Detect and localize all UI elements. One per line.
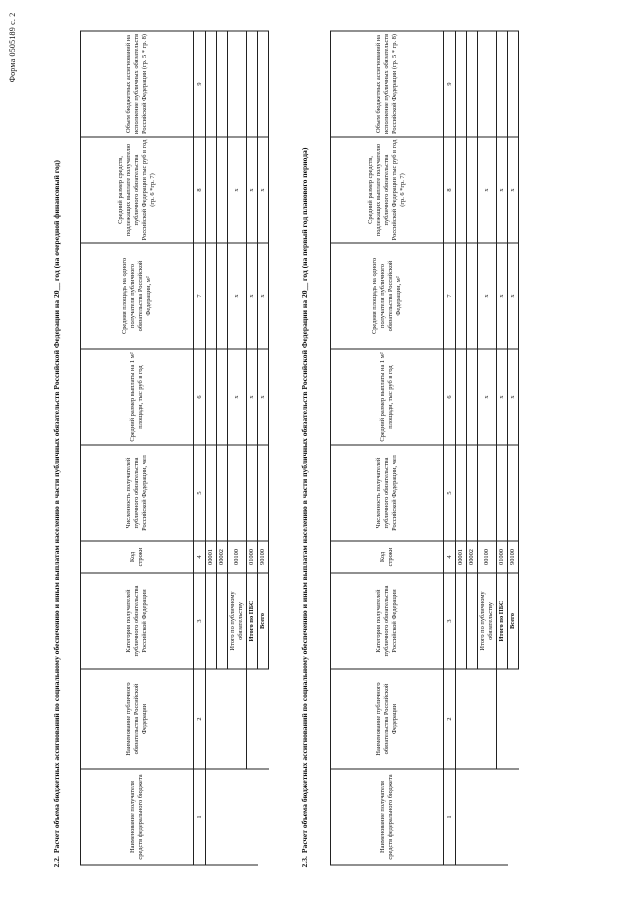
table-row xyxy=(456,31,467,865)
cell xyxy=(467,349,478,445)
x-mark: x xyxy=(478,349,497,445)
x-mark: x xyxy=(478,137,497,243)
header-recipient: Наименование получателя средств федерального бюджета xyxy=(81,769,194,865)
cell xyxy=(217,137,228,243)
table-row xyxy=(258,31,269,865)
x-mark: x xyxy=(497,243,508,349)
cell xyxy=(206,137,217,243)
col-num: 5 xyxy=(194,445,206,541)
line-code: 90100 xyxy=(508,541,519,573)
cell xyxy=(228,445,247,541)
cell xyxy=(258,445,269,541)
cell xyxy=(467,243,478,349)
col-num: 1 xyxy=(194,769,206,865)
x-mark: x xyxy=(228,243,247,349)
header-obligation: Наименование публичного обязательства Российской Федерации xyxy=(331,669,444,769)
line-code: 00002 xyxy=(217,541,228,573)
cell xyxy=(206,669,247,769)
section-title-text: Расчет объема бюджетных ассигнований по социальному обеспечению и иным выплатам населению в части публичных обязательств Российской Федерации на 20__ год (на очередной финансовый год) xyxy=(52,159,61,853)
x-mark: x xyxy=(497,137,508,243)
section-number: 2.3. xyxy=(300,855,309,867)
line-code: 00002 xyxy=(467,541,478,573)
header-row xyxy=(81,31,194,865)
cell xyxy=(478,445,497,541)
cell xyxy=(456,243,467,349)
cell xyxy=(456,769,508,865)
header-volume: Объем бюджетных ассигнований на исполнение публичных обязательств Российской Федерации (гр. 5 * гр. 8) xyxy=(331,31,444,137)
cell xyxy=(217,243,228,349)
col-num: 2 xyxy=(194,669,206,769)
col-num: 8 xyxy=(194,137,206,243)
section-2-2-title xyxy=(52,37,61,867)
cell xyxy=(258,769,269,865)
col-num: 7 xyxy=(444,243,456,349)
cell xyxy=(206,243,217,349)
col-num: 7 xyxy=(194,243,206,349)
x-mark: x xyxy=(258,243,269,349)
header-line-code: Код строки xyxy=(81,541,194,573)
cell xyxy=(206,573,217,669)
header-avg-area: Средняя площадь на одного получателя публичного обязательства Российской Федерации, м² xyxy=(331,243,444,349)
cell xyxy=(497,31,508,137)
cell xyxy=(456,445,467,541)
header-volume: Объем бюджетных ассигнований на исполнение публичных обязательств Российской Федерации (гр. 5 * гр. 8) xyxy=(81,31,194,137)
table-2-3 xyxy=(330,30,519,865)
cell xyxy=(206,769,258,865)
header-category: Категория получателей публичного обязательства Российской Федерации xyxy=(81,573,194,669)
cell xyxy=(456,31,467,137)
cell xyxy=(228,31,247,137)
col-num: 4 xyxy=(194,541,206,573)
header-avg-payment: Средний размер средств, подлежащих выплате получателю публичного обязательства Российской Федерации тыс руб в год (гр. 6 *гр. 7) xyxy=(81,137,194,243)
cell xyxy=(508,769,519,865)
cell xyxy=(247,445,258,541)
total-label: Всего xyxy=(508,573,519,669)
line-code: 00001 xyxy=(456,541,467,573)
cell xyxy=(206,349,217,445)
col-num: 6 xyxy=(194,349,206,445)
cell xyxy=(258,669,269,769)
col-num: 5 xyxy=(444,445,456,541)
line-code: 00001 xyxy=(206,541,217,573)
x-mark: x xyxy=(508,137,519,243)
line-code: 90100 xyxy=(258,541,269,573)
section-title-text: Расчет объема бюджетных ассигнований по социальному обеспечению и иным выплатам населению в части публичных обязательств Российской Федерации на 20__ год (на первый год планового периода) xyxy=(300,147,309,853)
header-count: Численность получателей публичного обязательства Российской Федерации, чел xyxy=(81,445,194,541)
cell xyxy=(478,31,497,137)
ips-label: Итого по ПБС xyxy=(497,573,508,669)
header-obligation: Наименование публичного обязательства Российской Федерации xyxy=(81,669,194,769)
cell xyxy=(247,31,258,137)
cell xyxy=(456,573,467,669)
table-row xyxy=(247,31,258,865)
header-avg-per-m2: Средний размер выплаты на 1 м² площади, тыс руб в год xyxy=(81,349,194,445)
cell xyxy=(508,445,519,541)
cell xyxy=(456,349,467,445)
column-number-row xyxy=(444,31,456,865)
col-num: 3 xyxy=(444,573,456,669)
x-mark: x xyxy=(497,349,508,445)
cell xyxy=(206,445,217,541)
table-row xyxy=(497,31,508,865)
x-mark: x xyxy=(228,137,247,243)
table-2-2 xyxy=(80,30,269,865)
table-row xyxy=(206,31,217,865)
cell xyxy=(456,669,497,769)
header-line-code: Код строки xyxy=(331,541,444,573)
cell xyxy=(456,137,467,243)
line-code: 01000 xyxy=(247,541,258,573)
section-number: 2.2. xyxy=(52,855,61,867)
col-num: 9 xyxy=(194,31,206,137)
cell xyxy=(508,669,519,769)
x-mark: x xyxy=(508,243,519,349)
form-code: Форма 0505189 с. 2 xyxy=(8,12,17,82)
col-num: 1 xyxy=(444,769,456,865)
x-mark: x xyxy=(247,349,258,445)
cell xyxy=(497,669,508,769)
cell xyxy=(247,669,258,769)
header-row xyxy=(331,31,444,865)
line-code: 00100 xyxy=(478,541,497,573)
cell xyxy=(206,31,217,137)
cell xyxy=(258,31,269,137)
header-avg-payment: Средний размер средств, подлежащих выплате получателю публичного обязательства Российской Федерации тыс руб в год (гр. 6 *гр. 7) xyxy=(331,137,444,243)
x-mark: x xyxy=(247,137,258,243)
cell xyxy=(497,445,508,541)
cell xyxy=(467,137,478,243)
col-num: 9 xyxy=(444,31,456,137)
column-number-row xyxy=(194,31,206,865)
col-num: 3 xyxy=(194,573,206,669)
col-num: 6 xyxy=(444,349,456,445)
header-avg-per-m2: Средний размер выплаты на 1 м² площади, тыс руб в год xyxy=(331,349,444,445)
x-mark: x xyxy=(508,349,519,445)
line-code: 00100 xyxy=(228,541,247,573)
col-num: 4 xyxy=(444,541,456,573)
section-2-3-title xyxy=(300,37,309,867)
x-mark: x xyxy=(478,243,497,349)
cell xyxy=(217,573,228,669)
x-mark: x xyxy=(258,349,269,445)
col-num: 2 xyxy=(444,669,456,769)
header-category: Категория получателей публичного обязательства Российской Федерации xyxy=(331,573,444,669)
x-mark: x xyxy=(247,243,258,349)
cell xyxy=(508,31,519,137)
subtotal-label: Итого по публичному обязательству xyxy=(478,573,497,669)
header-recipient: Наименование получателя средств федерального бюджета xyxy=(331,769,444,865)
subtotal-label: Итого по публичному обязательству xyxy=(228,573,247,669)
col-num: 8 xyxy=(444,137,456,243)
cell xyxy=(467,445,478,541)
ips-label: Итого по ПБС xyxy=(247,573,258,669)
header-avg-area: Средняя площадь на одного получателя публичного обязательства Российской Федерации, м² xyxy=(81,243,194,349)
total-label: Всего xyxy=(258,573,269,669)
x-mark: x xyxy=(228,349,247,445)
line-code: 01000 xyxy=(497,541,508,573)
cell xyxy=(217,31,228,137)
table-row xyxy=(508,31,519,865)
x-mark: x xyxy=(258,137,269,243)
cell xyxy=(217,349,228,445)
header-count: Численность получателей публичного обязательства Российской Федерации, чел xyxy=(331,445,444,541)
cell xyxy=(217,445,228,541)
cell xyxy=(467,31,478,137)
cell xyxy=(467,573,478,669)
